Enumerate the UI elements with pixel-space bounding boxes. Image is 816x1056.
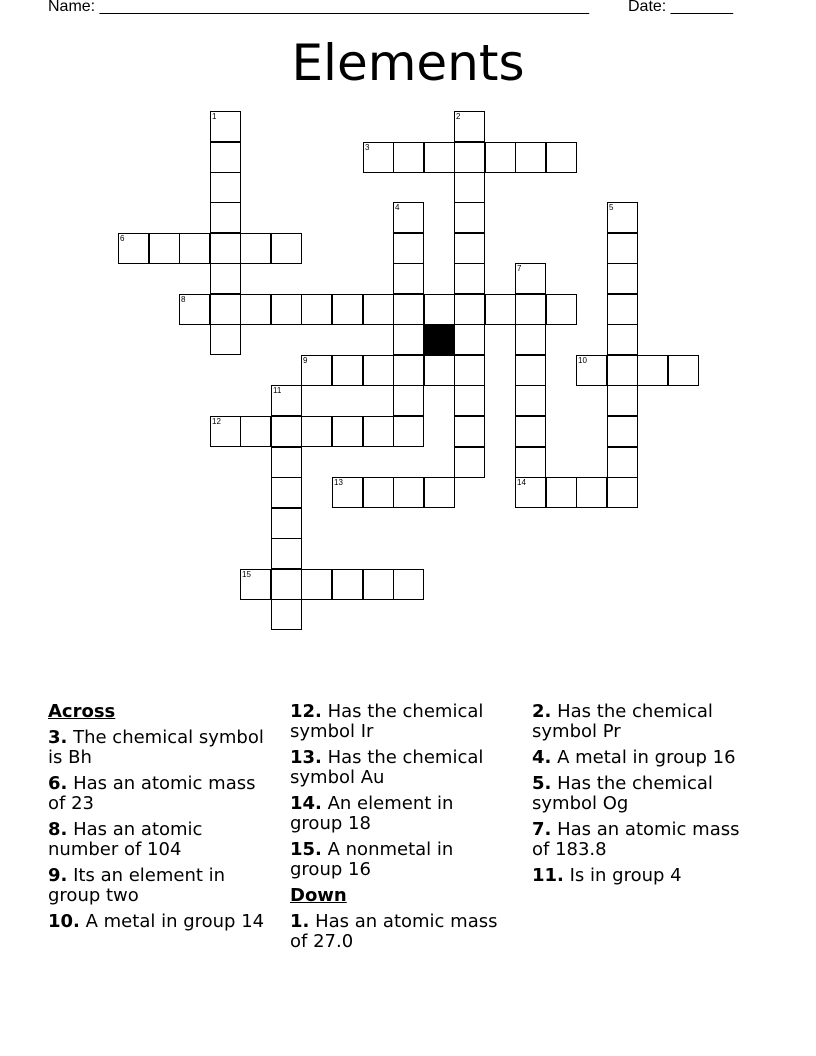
grid-cell[interactable] xyxy=(210,142,241,173)
clue-number: 12 xyxy=(212,417,221,426)
grid-cell[interactable] xyxy=(210,263,241,294)
grid-cell[interactable] xyxy=(118,233,149,264)
clue-across-8: 8. Has an atomic number of 104 xyxy=(48,819,203,860)
grid-cell[interactable] xyxy=(271,416,302,447)
clue-number: 13 xyxy=(334,478,343,487)
clue-number: 14 xyxy=(517,478,526,487)
grid-block xyxy=(424,324,455,355)
clue-down-7: 7. Has an atomic mass of 183.8 xyxy=(532,819,740,860)
grid-cell[interactable] xyxy=(607,324,638,355)
grid-cell[interactable] xyxy=(210,111,241,142)
grid-cell[interactable] xyxy=(515,447,546,478)
grid-cell[interactable] xyxy=(210,416,241,447)
grid-cell[interactable] xyxy=(271,569,302,600)
name-field[interactable]: Name: _______________________________________________________ xyxy=(48,0,589,15)
grid-cell[interactable] xyxy=(332,294,363,325)
grid-cell[interactable] xyxy=(271,508,302,539)
grid-cell[interactable] xyxy=(424,477,455,508)
grid-cell[interactable] xyxy=(393,355,424,386)
clue-number: 8 xyxy=(181,295,186,304)
date-field[interactable]: Date: _______ xyxy=(628,0,733,15)
grid-cell[interactable] xyxy=(485,294,516,325)
grid-cell[interactable] xyxy=(454,263,485,294)
grid-cell[interactable] xyxy=(576,355,607,386)
grid-cell[interactable] xyxy=(454,111,485,142)
grid-cell[interactable] xyxy=(393,142,424,173)
clue-across-15: 15. A nonmetal in group 16 xyxy=(290,839,454,880)
grid-cell[interactable] xyxy=(607,233,638,264)
clue-across-14: 14. An element in group 18 xyxy=(290,793,454,834)
clue-across-3: 3. The chemical symbol is Bh xyxy=(48,727,264,768)
clue-number: 4 xyxy=(395,203,400,212)
clue-down-5: 5. Has the chemical symbol Og xyxy=(532,773,713,814)
grid-cell[interactable] xyxy=(301,416,332,447)
grid-cell[interactable] xyxy=(363,477,394,508)
grid-cell[interactable] xyxy=(363,569,394,600)
grid-cell[interactable] xyxy=(668,355,699,386)
grid-cell[interactable] xyxy=(393,477,424,508)
grid-cell[interactable] xyxy=(424,355,455,386)
grid-cell[interactable] xyxy=(332,477,363,508)
grid-cell[interactable] xyxy=(546,477,577,508)
grid-cell[interactable] xyxy=(393,294,424,325)
grid-cell[interactable] xyxy=(210,202,241,233)
grid-cell[interactable] xyxy=(240,569,271,600)
grid-cell[interactable] xyxy=(271,233,302,264)
grid-cell[interactable] xyxy=(515,324,546,355)
clue-number: 15 xyxy=(242,570,251,579)
clue-number: 9 xyxy=(303,356,308,365)
grid-cell[interactable] xyxy=(546,142,577,173)
grid-cell[interactable] xyxy=(607,477,638,508)
clue-across-12: 12. Has the chemical symbol Ir xyxy=(290,701,484,742)
grid-cell[interactable] xyxy=(515,263,546,294)
clue-down-4: 4. A metal in group 16 xyxy=(532,747,736,768)
grid-cell[interactable] xyxy=(271,447,302,478)
clue-across-10: 10. A metal in group 14 xyxy=(48,911,265,932)
grid-cell[interactable] xyxy=(393,385,424,416)
grid-cell[interactable] xyxy=(454,202,485,233)
grid-cell[interactable] xyxy=(332,569,363,600)
grid-cell[interactable] xyxy=(454,172,485,203)
grid-cell[interactable] xyxy=(271,477,302,508)
clue-across-9: 9. Its an element in group two xyxy=(48,865,226,906)
grid-cell[interactable] xyxy=(210,294,241,325)
clue-down-1: 1. Has an atomic mass of 27.0 xyxy=(290,911,498,952)
grid-cell[interactable] xyxy=(301,569,332,600)
grid-cell[interactable] xyxy=(210,324,241,355)
grid-cell[interactable] xyxy=(454,355,485,386)
grid-cell[interactable] xyxy=(393,202,424,233)
grid-cell[interactable] xyxy=(332,355,363,386)
grid-cell[interactable] xyxy=(240,294,271,325)
grid-cell[interactable] xyxy=(454,233,485,264)
grid-cell[interactable] xyxy=(454,447,485,478)
grid-cell[interactable] xyxy=(393,324,424,355)
across-heading: Across xyxy=(48,701,116,722)
clue-down-2: 2. Has the chemical symbol Pr xyxy=(532,701,713,742)
grid-cell[interactable] xyxy=(393,263,424,294)
grid-cell[interactable] xyxy=(515,294,546,325)
grid-cell[interactable] xyxy=(424,142,455,173)
grid-cell[interactable] xyxy=(454,142,485,173)
grid-cell[interactable] xyxy=(454,294,485,325)
down-heading: Down xyxy=(290,885,347,906)
grid-cell[interactable] xyxy=(363,294,394,325)
grid-cell[interactable] xyxy=(515,477,546,508)
grid-cell[interactable] xyxy=(363,416,394,447)
clue-down-11: 11. Is in group 4 xyxy=(532,865,682,886)
grid-cell[interactable] xyxy=(393,233,424,264)
clues-column-1 xyxy=(48,702,278,938)
grid-cell[interactable] xyxy=(271,385,302,416)
grid-cell[interactable] xyxy=(363,142,394,173)
grid-cell[interactable] xyxy=(240,233,271,264)
grid-cell[interactable] xyxy=(607,355,638,386)
grid-cell[interactable] xyxy=(179,294,210,325)
clue-number: 7 xyxy=(517,264,522,273)
clue-number: 2 xyxy=(456,112,461,121)
grid-cell[interactable] xyxy=(607,447,638,478)
grid-cell[interactable] xyxy=(607,263,638,294)
grid-cell[interactable] xyxy=(210,172,241,203)
clue-number: 10 xyxy=(578,356,587,365)
grid-cell[interactable] xyxy=(301,294,332,325)
grid-cell[interactable] xyxy=(271,294,302,325)
grid-cell[interactable] xyxy=(607,202,638,233)
grid-cell[interactable] xyxy=(607,294,638,325)
grid-cell[interactable] xyxy=(240,416,271,447)
grid-cell[interactable] xyxy=(454,416,485,447)
grid-cell[interactable] xyxy=(576,477,607,508)
clue-number: 5 xyxy=(609,203,614,212)
grid-cell[interactable] xyxy=(546,294,577,325)
grid-cell[interactable] xyxy=(332,416,363,447)
grid-cell[interactable] xyxy=(454,385,485,416)
grid-cell[interactable] xyxy=(454,324,485,355)
grid-cell[interactable] xyxy=(393,416,424,447)
name-date-line xyxy=(48,0,748,16)
grid-cell[interactable] xyxy=(637,355,668,386)
grid-cell[interactable] xyxy=(515,142,546,173)
grid-cell[interactable] xyxy=(210,233,241,264)
grid-cell[interactable] xyxy=(149,233,180,264)
grid-cell[interactable] xyxy=(515,385,546,416)
grid-cell[interactable] xyxy=(393,569,424,600)
grid-cell[interactable] xyxy=(485,142,516,173)
grid-cell[interactable] xyxy=(179,233,210,264)
clues-column-2 xyxy=(290,702,510,958)
clue-across-13: 13. Has the chemical symbol Au xyxy=(290,747,484,788)
grid-cell[interactable] xyxy=(515,355,546,386)
grid-cell[interactable] xyxy=(515,416,546,447)
clues-column-3 xyxy=(532,702,762,892)
clue-number: 6 xyxy=(120,234,125,243)
puzzle-title: Elements xyxy=(291,34,525,92)
grid-cell[interactable] xyxy=(607,385,638,416)
clue-number: 11 xyxy=(273,386,282,395)
grid-cell[interactable] xyxy=(271,538,302,569)
grid-cell[interactable] xyxy=(271,599,302,630)
grid-cell[interactable] xyxy=(301,355,332,386)
grid-cell[interactable] xyxy=(424,294,455,325)
clue-number: 3 xyxy=(365,143,370,152)
grid-cell[interactable] xyxy=(607,416,638,447)
grid-cell[interactable] xyxy=(363,355,394,386)
clue-across-6: 6. Has an atomic mass of 23 xyxy=(48,773,256,814)
clue-number: 1 xyxy=(212,112,217,121)
